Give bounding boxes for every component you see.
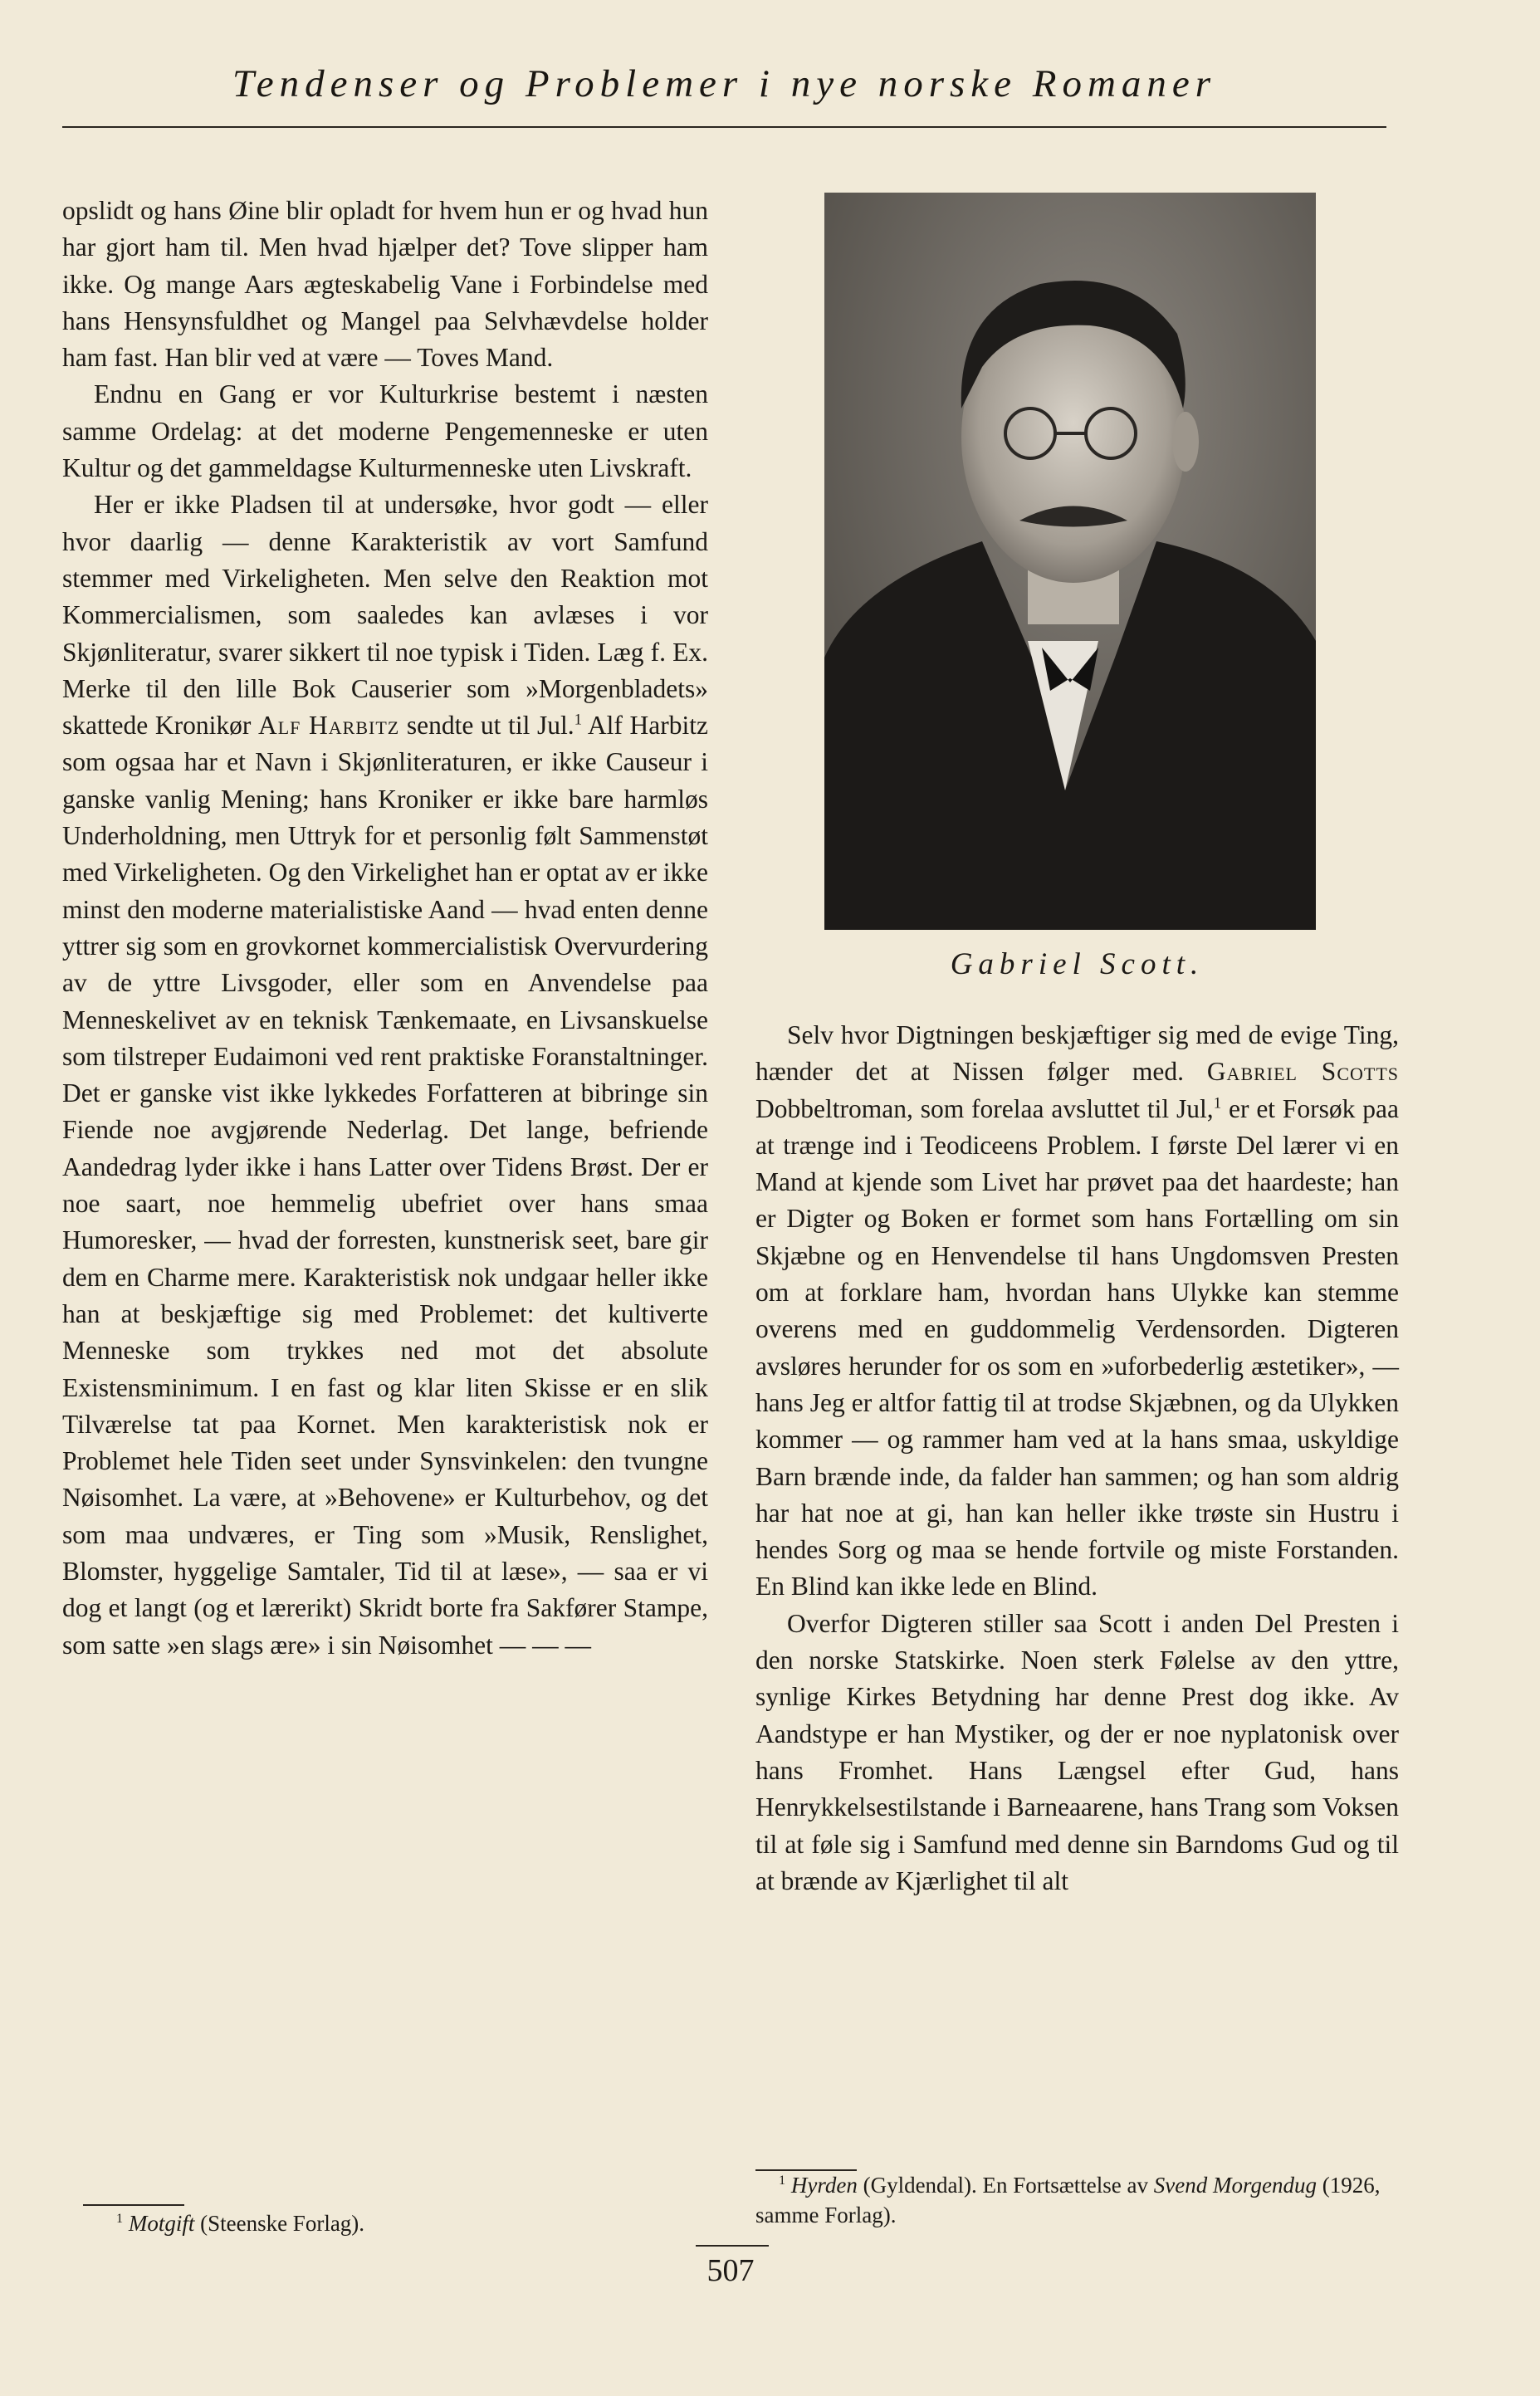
author-name: Gabriel Scotts	[1206, 1057, 1399, 1087]
footnote-marker: 1	[574, 711, 583, 729]
text-run: sendte ut til Jul.	[399, 711, 574, 741]
text-run: er et Forsøk paa at trænge ind i Teodiceens Problem. I første Del lærer vi en Mand at kjende som Livet har prøvet paa det haardeste; han er Digter og Boken er formet som hans Fortælling om sin Skjæbne og en Henvendelse til hans Ungdomsven Presten om at forklare ham, hvordan hans Ulykke kan stemme overens med en guddommelig Verdensorden. Digteren avsløres herunder for os som en »uforbederlig æstetiker», — hans Jeg er altfor fattig til at trodse Skjæbnen, og da Ulykken kommer — og rammer ham ved at la hans smaa, uskyldige Barn brænde inde, da falder han sammen; og han som aldrig har hat noe at gi, han kan heller ikke trøste sin Hustru i hendes Sorg og maa se hende fortvile og miste Forstanden. En Blind kan ikke lede en Blind.	[755, 1093, 1400, 1601]
footnote-marker: 1	[779, 2173, 786, 2188]
footnote-rule	[83, 2204, 184, 2206]
book-title: Motgift	[128, 2211, 195, 2236]
header-rule	[62, 126, 1386, 128]
text-run: Selv hvor Digtningen beskjæftiger sig med de evige Ting, hænder det at Nissen følger med.	[755, 1020, 1399, 1087]
footnote-text: (Gyldendal). En Fortsættelse av	[857, 2173, 1154, 2198]
page-number-rule	[696, 2245, 769, 2247]
footnote-right	[755, 2170, 1399, 2230]
footnote-marker: 1	[1213, 1094, 1222, 1112]
right-column	[755, 1017, 1399, 1900]
footnote-text: (1926, samme Forlag).	[755, 2173, 1381, 2227]
page-number: 507	[706, 2253, 755, 2288]
left-column	[62, 193, 708, 1664]
footnote-text: (Steenske Forlag).	[194, 2211, 365, 2236]
book-title: Svend Morgendug	[1153, 2173, 1317, 2198]
text-run: Her er ikke Pladsen til at undersøke, hvor godt — eller hvor daarlig — denne Karakteristik av vort Samfund stemmer med Virkeligheten. Men selve den Reaktion mot Kommercialismen, som saaledes kan avlæses i vor Skjønliteratur, svarer sikkert til noe typisk i Tiden. Læg f. Ex. Merke til den lille Bok Causerier som »Morgenbladets» skattede Kronikør	[62, 490, 708, 741]
portrait-illustration	[824, 193, 1316, 930]
footnote-marker: 1	[116, 2211, 124, 2226]
text-run: Dobbeltroman, som forelaa avsluttet til Jul,	[755, 1093, 1214, 1123]
author-name: Alf Harbitz	[257, 711, 400, 741]
paragraph	[62, 487, 708, 1664]
running-head: Tendenser og Problemer i nye norske Romaner	[232, 62, 1217, 105]
paragraph: opslidt og hans Øine blir opladt for hvem hun er og hvad hun har gjort ham til. Men hvad hjælper det? Tove slipper ham ikke. Og mange Aars ægteskabelig Vane i Forbindelse med hans Hensynsfuldhet og Mangel paa Selvhævdelse holder ham fast. Han blir ved at være — Toves Mand.	[62, 196, 708, 373]
portrait-photo	[824, 193, 1316, 930]
book-title: Hyrden	[790, 2173, 858, 2198]
paragraph: Overfor Digteren stiller saa Scott i anden Del Presten i den norske Statskirke. Noen sterk Følelse av den yttre, synlige Kirkes Betydning har denne Prest dog ikke. Av Aandstype er han Mystiker, og der er noe nyplatonisk over hans Fromhet. Hans Længsel efter Gud, hans Henrykkelsestilstande i Barneaarene, hans Trang som Voksen til at føle sig i Samfund med denne sin Barndoms Gud og til at brænde av Kjærlighet til alt	[755, 1608, 1399, 1895]
paragraph: Endnu en Gang er vor Kulturkrise bestemt i næsten samme Ordelag: at det moderne Pengemenneske er uten Kultur og det gammeldagse Kulturmenneske uten Livskraft.	[62, 379, 708, 483]
photo-caption: Gabriel Scott.	[950, 947, 1205, 981]
paragraph	[755, 1017, 1399, 1606]
text-run: Alf Harbitz som ogsaa har et Navn i Skjønliteraturen, er ikke Causeur i ganske vanlig Mening; hans Kroniker er ikke bare harmløs Underholdning, men Uttryk for et personlig følt Sammenstøt med Virkeligheten. Og den Virkelighet han er optat av er ikke minst den moderne materialistiske Aand — hvad enten denne yttrer sig som en grovkornet kommercialistisk Overvurdering av de yttre Livsgoder, eller som en Anvendelse paa Menneskelivet av en teknisk Tænkemaate, en Livsanskuelse som tilstreper Eudaimoni ved rent praktiske Foranstaltninger. Det er ganske vist ikke lykkedes Forfatteren at bibringe sin Fiende noe avgjørende Nederlag. Det lange, befriende Aandedrag lyder ikke i hans Latter over Tidens Brøst. Der er noe saart, noe hemmelig ubefriet over hans smaa Humoresker, — hvad der forresten, kunstnerisk seet, bare gir dem en Charme mere. Karakteristisk nok undgaar heller ikke han at beskjæftige sig med Problemet: det kultiverte Menneske som trykkes ned mot det absolute Existensminimum. I en fast og klar liten Skisse er en slik Tilværelse tat paa Kornet. Men karakteristisk nok er Problemet hele Tiden seet under Synsvinkelen: den tvungne Nøisomhet. La være, at »Behovene» er Kulturbehov, og det som maa undværes, er Ting som »Musik, Renslighet, Blomster, hyggelige Samtaler, Tid til at læse», — saa er vi dog et langt (og et lærerikt) Skridt borte fra Sakfører Stampe, som satte »en slags ære» i sin Nøisomhet — — —	[62, 711, 709, 1660]
footnote-left	[116, 2208, 697, 2238]
